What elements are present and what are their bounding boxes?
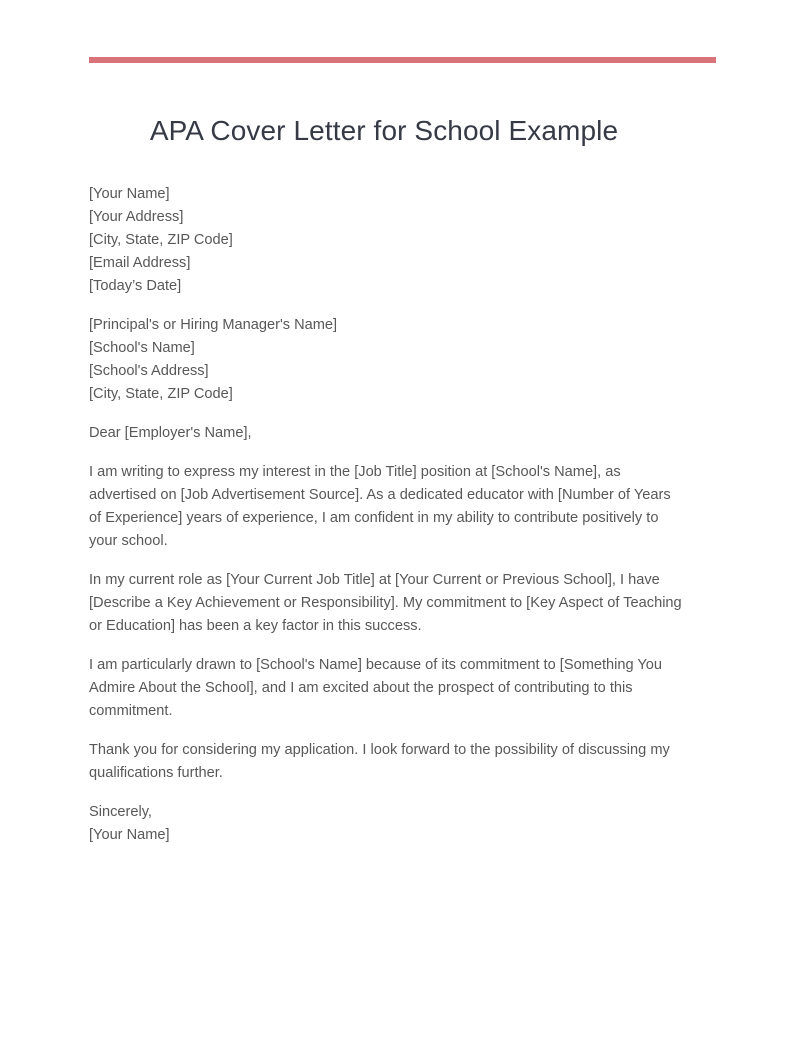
body-paragraph-3: I am particularly drawn to [School's Name] because of its commitment to [Something You Admire About the School], and I am excited about the prospect of contributing to this commitment. — [89, 657, 663, 719]
recipient-line: [School's Address] — [89, 363, 209, 379]
sender-line: [Your Address] — [89, 209, 184, 225]
page-title: APA Cover Letter for School Example — [149, 115, 619, 146]
sender-line: [City, State, ZIP Code] — [89, 232, 233, 248]
body-paragraph-4: Thank you for considering my application. I look forward to the possibility of discussing my qualifications further. — [89, 742, 670, 781]
salutation: Dear [Employer's Name], — [89, 425, 252, 441]
document-content — [89, 0, 716, 847]
closing-line: Sincerely, — [89, 804, 152, 820]
closing-block — [89, 801, 685, 847]
recipient-address-block — [89, 314, 685, 406]
sender-line: [Today’s Date] — [89, 278, 182, 294]
recipient-line: [Principal's or Hiring Manager's Name] — [89, 317, 338, 333]
sender-line: [Email Address] — [89, 255, 191, 271]
letter-body — [89, 148, 685, 847]
sender-line: [Your Name] — [89, 186, 170, 202]
body-paragraph-2: In my current role as [Your Current Job Title] at [Your Current or Previous School], I have [Describe a Key Achievement or Responsibility]. My commitment to [Key Aspect of Teaching or Education] has been a key factor in this success. — [89, 572, 682, 634]
recipient-line: [School's Name] — [89, 340, 195, 356]
sender-address-block — [89, 183, 685, 298]
body-paragraph-1: I am writing to express my interest in the [Job Title] position at [School's Name], as advertised on [Job Advertisement Source]. As a dedicated educator with [Number of Years of Experience] years of experience, I am confident in my ability to contribute positively to your school. — [89, 464, 671, 549]
recipient-line: [City, State, ZIP Code] — [89, 386, 233, 402]
signature-line: [Your Name] — [89, 827, 170, 843]
